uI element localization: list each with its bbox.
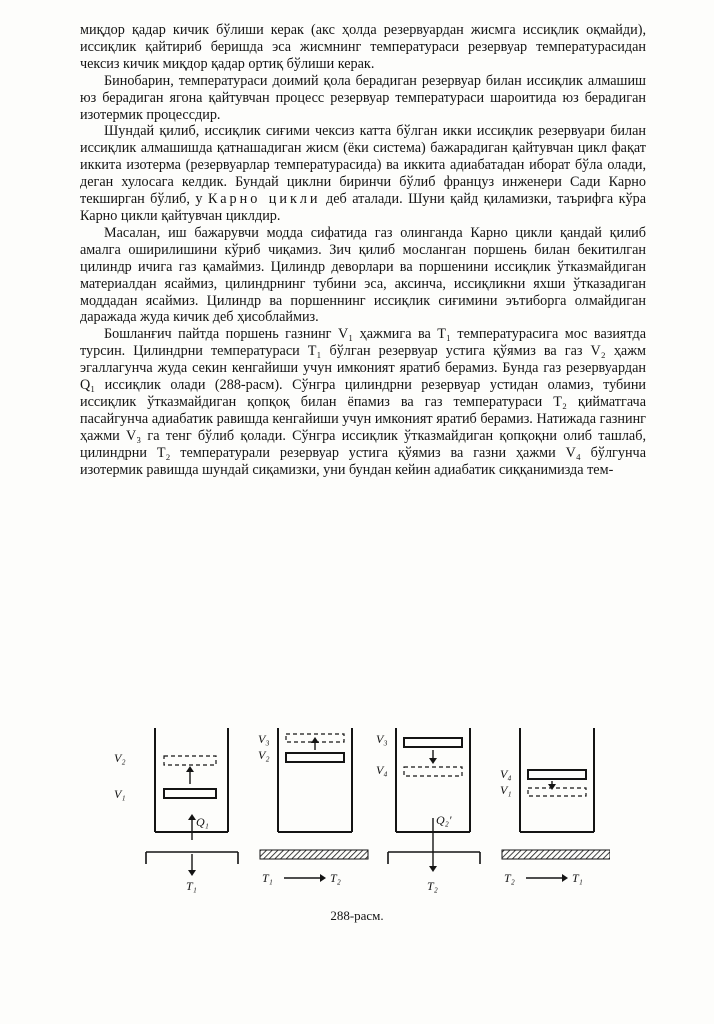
piston xyxy=(404,738,462,747)
body-text xyxy=(80,22,646,478)
label-v2: V₂ xyxy=(258,748,270,762)
label-t1: T₁ xyxy=(262,871,273,885)
paragraph-2-after: деб аталади. Шуни қайд қиламизки, таърифга кўра Карно цикли қайтувчан циклдир. xyxy=(80,191,646,224)
paragraph-2 xyxy=(80,123,646,224)
insulating-lid xyxy=(260,850,368,859)
piston-final-position xyxy=(528,788,586,796)
label-q2: Q₂' xyxy=(436,813,452,827)
label-t2: T₂ xyxy=(504,871,515,885)
insulating-lid xyxy=(502,850,610,859)
label-t1-reservoir: T₁ xyxy=(186,879,197,893)
piston xyxy=(164,789,216,798)
figure-caption: 288-расм. xyxy=(330,908,384,923)
carnot-cycle-term: Карно цикли xyxy=(207,191,321,208)
figure-panel-b xyxy=(258,728,368,885)
label-v1: V₁ xyxy=(500,783,512,797)
label-t1: T₁ xyxy=(572,871,583,885)
label-v3: V₃ xyxy=(376,732,388,746)
figure-panel-c xyxy=(376,728,480,893)
label-t2: T₂ xyxy=(330,871,341,885)
label-v3: V₃ xyxy=(258,732,270,746)
figure-panel-d xyxy=(500,728,610,885)
label-v4: V₄ xyxy=(500,767,512,781)
label-v1: V₁ xyxy=(114,787,126,801)
paragraph-2-before: Шундай қилиб, иссиқлик сиғими чексиз катта бўлган икки иссиқлик резервуари билан иссиқлик алмашишда қатнашадиган жисм (ёки система) бажарадиган қайтувчан цикл фақат иккита изотерма (резервуарлар температурасида) ва иккита адиабатадан иборат бўла олади, деган хулосага келдик. Бундай циклни биринчи бўлиб француз инженери Сади Карно текширган бўлиб, у xyxy=(80,123,646,208)
paragraph-4: Бошланғич пайтда поршень газнинг V₁ ҳажмига ва T₁ температурасига мос вазиятда турсин. Цилиндрни температураси T₁ бўлган резервуар устига қўямиз ва газ V₂ ҳажм эгаллагунча жуда секин кенгайиши учун имконият яратиб берамиз. Бунда газ резервуардан Q₁ иссиқлик олади (288-расм). Сўнгра цилиндрни резервуар устидан оламиз, тубини иссиқлик ўтказмайдиган қопқоқ билан ёпамиз ва газ температураси T₂ қийматгача пасайгунча адиабатик равишда кенгайиши учун имконият яратиб берамиз. Натижада газнинг ҳажми V₃ га тенг бўлиб қолади. Сўнгра иссиқлик ўтказмайдиган қопқоқни олиб ташлаб, цилиндрни T₂ температурали резервуар устига қўямиз ва газни ҳажми V₄ бўлгунча изотермик равишда шундай сиқамизки, уни бундан кейин адиабатик сиққанимизда тем- xyxy=(80,326,646,478)
piston xyxy=(286,753,344,762)
figure-panel-a xyxy=(114,728,238,893)
piston-final-position xyxy=(164,756,216,765)
paragraph-1: Бинобарин, температураси доимий қола берадиган резервуар билан иссиқлик алмашиш юз берадиган ягона қайтувчан процесс резервуар температураси шароитида юз берадиган изотермик процессдир. xyxy=(80,72,646,123)
carnot-cycle-figure xyxy=(100,722,610,897)
label-v2: V₂ xyxy=(114,751,126,765)
label-v4: V₄ xyxy=(376,763,388,777)
paragraph-3: Масалан, иш бажарувчи модда сифатида газ олинганда Карно цикли қандай қилиб амалга оширилишини кўриб чиқамиз. Зич қилиб мосланган поршень билан бекитилган цилиндр ичига газ қамаймиз. Цилиндр деворлари ва поршенини иссиқлик ўтказмайдиган материалдан ясаймиз, цилиндрнинг тубини эса, аксинча, иссиқликни яхши ўтказадиган моддадан ясаймиз. Цилиндр ва поршеннинг иссиқлик сиғимини эътиборга олмайдиган даражада жуда кичик деб ҳисоблаймиз. xyxy=(80,224,646,326)
piston xyxy=(528,770,586,779)
label-q1: Q₁ xyxy=(196,815,209,829)
piston-final-position xyxy=(404,767,462,776)
paragraph-0: миқдор қадар кичик бўлиши керак (акс ҳолда резервуардан жисмга иссиқлик оқмайди), иссиқлик қайтириб беришда эса жисмнинг температураси резервуар температурасидан чексиз кичик миқдор қадар ортиқ бўлиши керак. xyxy=(80,22,646,72)
label-t2-reservoir: T₂ xyxy=(427,879,438,893)
